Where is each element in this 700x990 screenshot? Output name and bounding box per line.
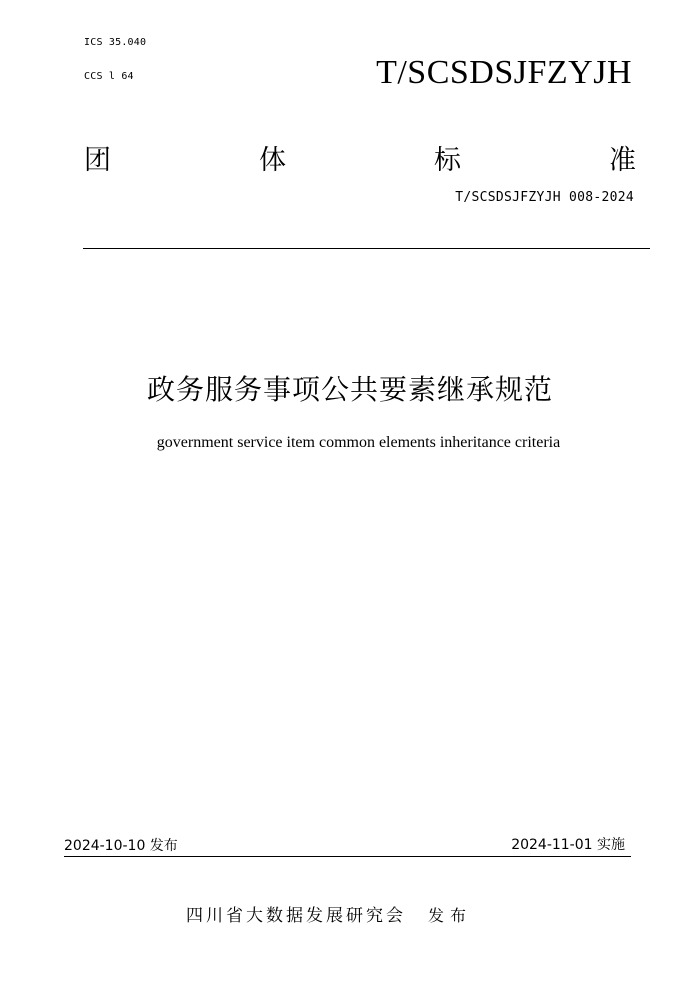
publisher-name: 四川省大数据发展研究会 — [186, 906, 406, 926]
ics-code: ICS 35.040 — [84, 37, 147, 48]
standard-type-char: 准 — [609, 145, 636, 176]
publish-label: 发布 — [428, 906, 473, 925]
issue-date: 2024-10-10 发布 — [64, 838, 178, 854]
standard-type-char: 团 — [84, 145, 111, 176]
standard-type-char: 体 — [259, 145, 286, 176]
standard-type-char: 标 — [434, 145, 461, 176]
title-english: government service item common elements inheritance criteria — [156, 434, 561, 451]
header-divider — [83, 248, 650, 249]
implementation-date: 2024-11-01 实施 — [511, 837, 625, 853]
standard-type — [84, 138, 636, 177]
ccs-code: CCS l 64 — [84, 71, 134, 82]
footer-divider — [64, 856, 631, 857]
organization-code: T/SCSDSJFZYJH — [376, 54, 632, 91]
publisher-line — [186, 901, 472, 926]
standard-number: T/SCSDSJFZYJH 008-2024 — [455, 190, 634, 205]
title-chinese: 政务服务事项公共要素继承规范 — [146, 373, 553, 406]
